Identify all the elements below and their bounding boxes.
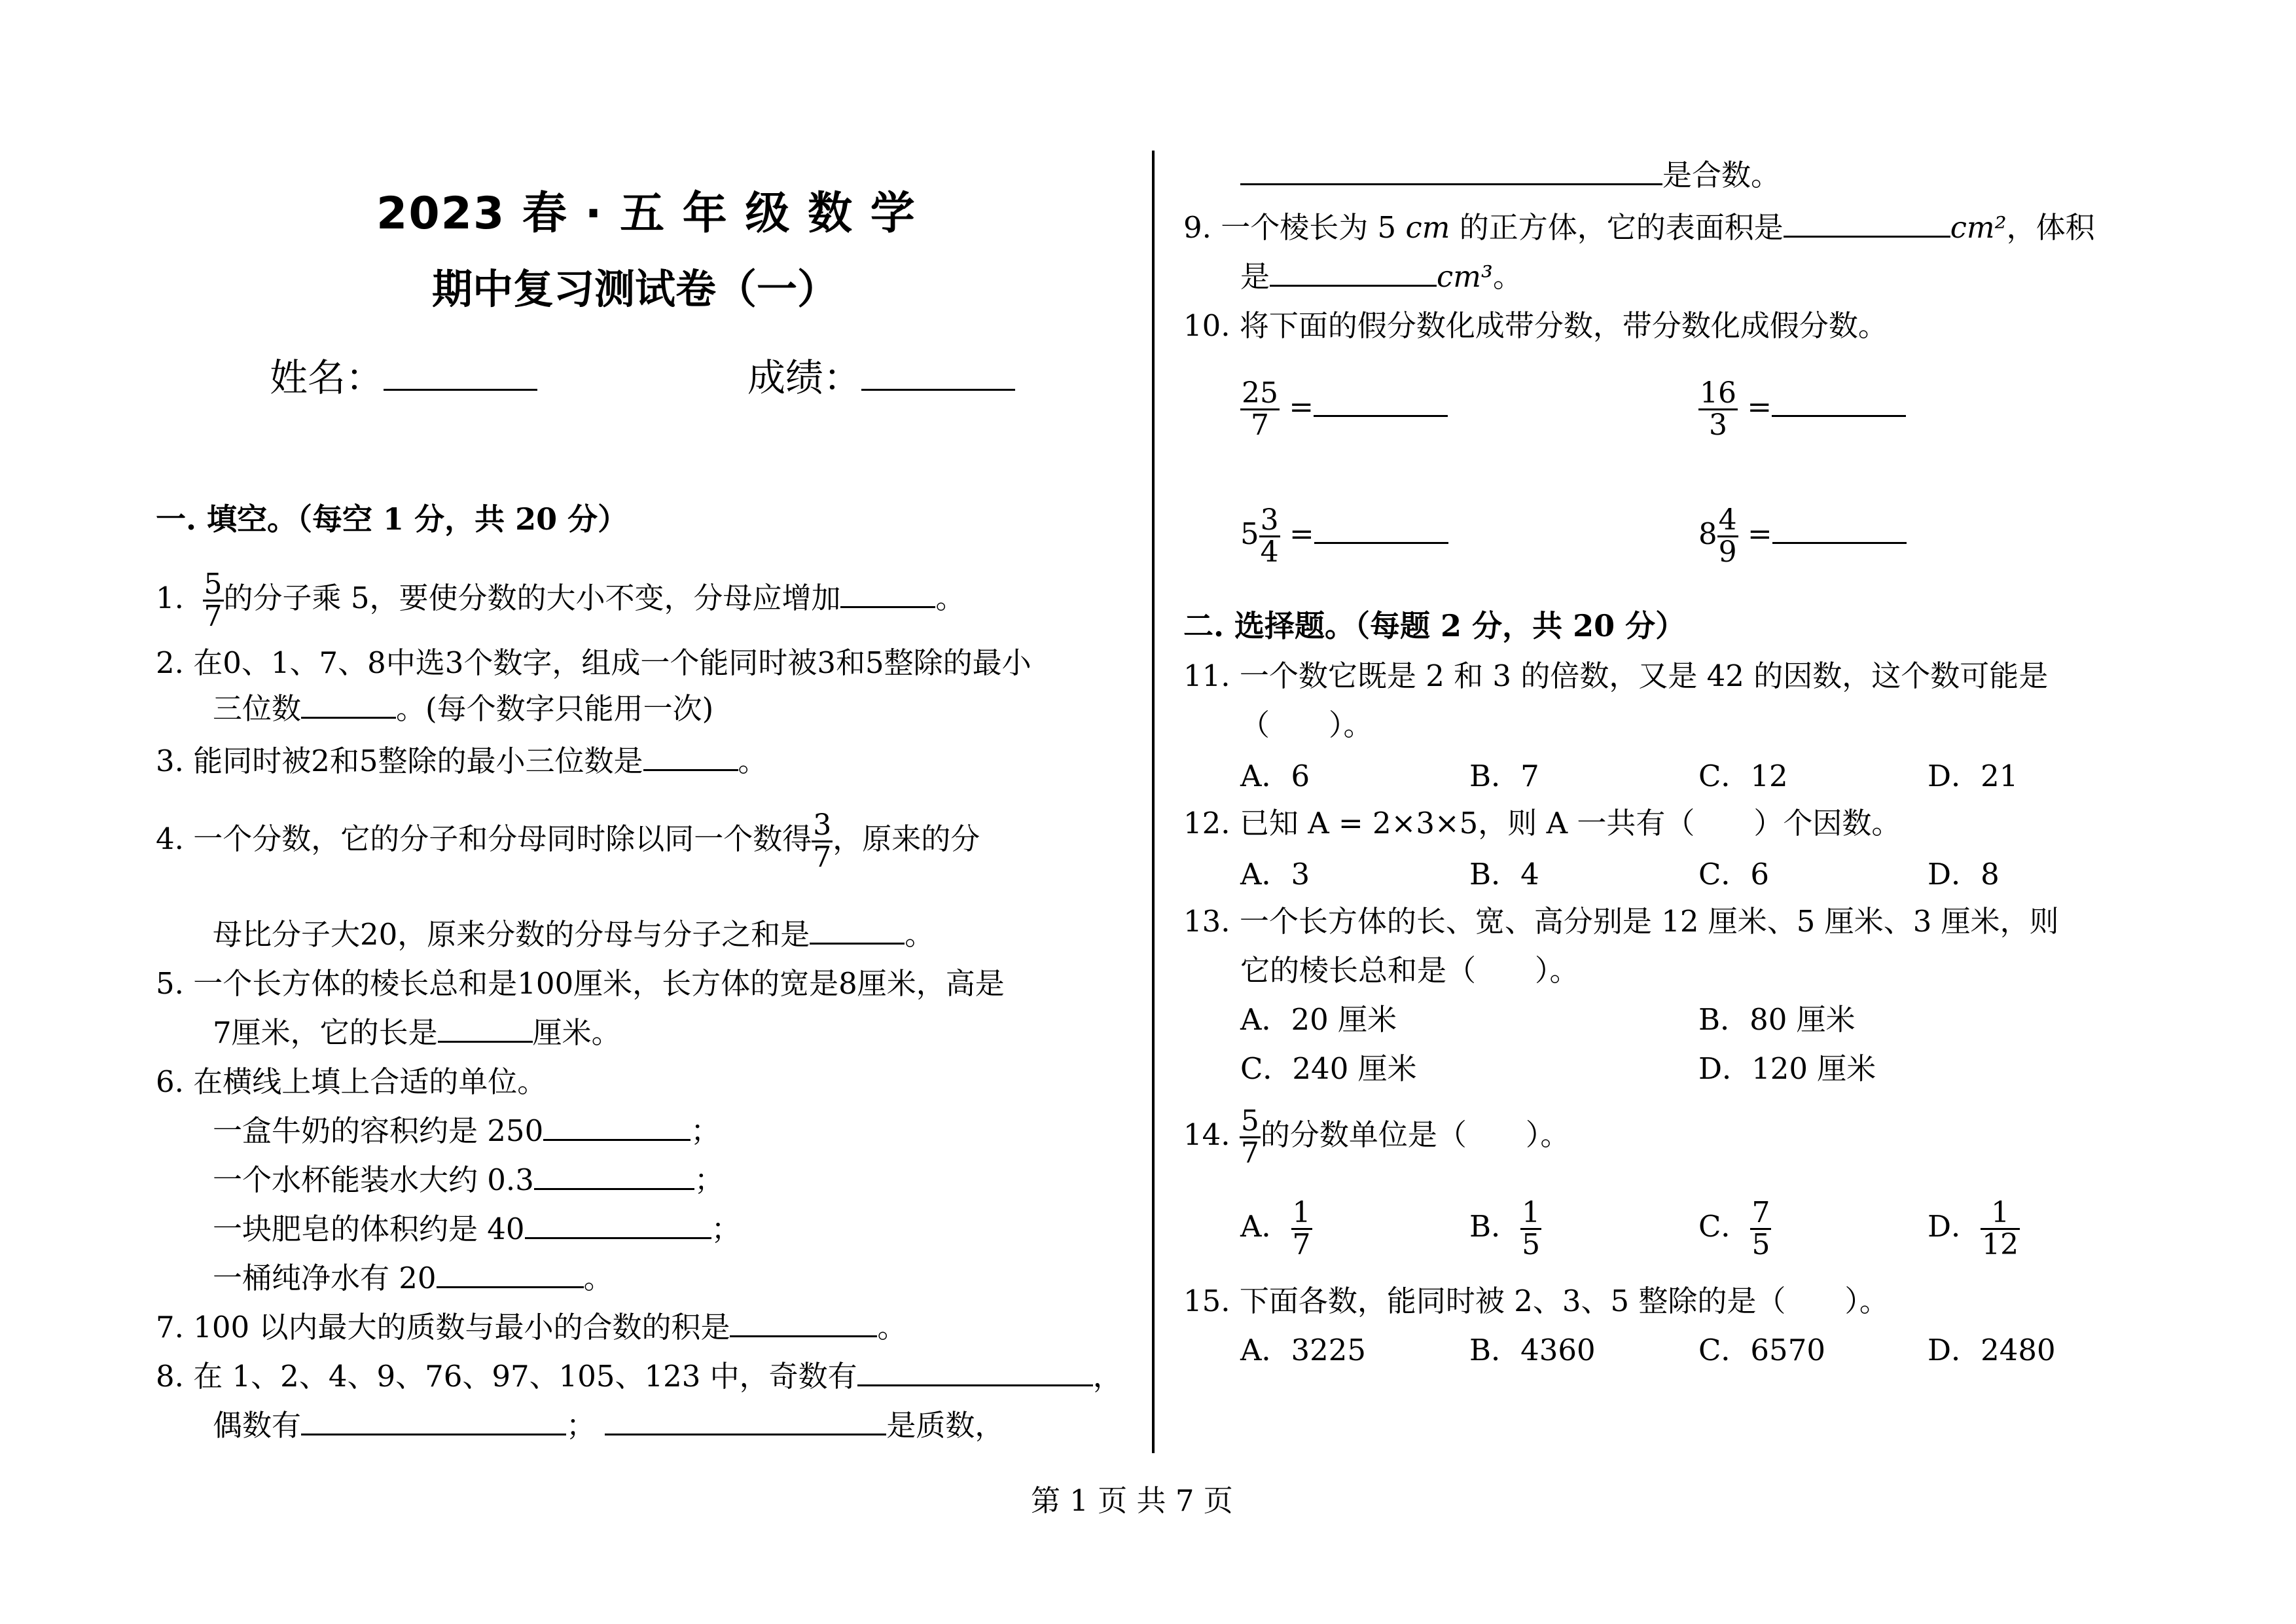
q4-blank[interactable] (810, 918, 905, 945)
q14-option-a[interactable]: A． $\frac{1}{7}$ (1240, 1196, 1311, 1261)
q10-blank-1[interactable] (1314, 390, 1448, 417)
q12-option-a[interactable]: A．3 (1240, 857, 1310, 892)
question-13: 13. 一个长方体的长、宽、高分别是 12 厘米、5 厘米、3 厘米，则 (1183, 904, 2059, 939)
q12-option-c[interactable]: C．6 (1698, 857, 1770, 892)
question-6: 6. 在横线上填上合适的单位。 (156, 1064, 547, 1099)
question-15: 15. 下面各数，能同时被 2、3、5 整除的是（ ）。 (1183, 1284, 1889, 1318)
page-number: 第 1 页 共 7 页 (1031, 1483, 1233, 1518)
q1-text: 的分子乘 5，要使分数的大小不变，分母应增加 (223, 581, 841, 615)
q6-item-2: 一个水杯能装水大约 0.3 ； (213, 1163, 724, 1197)
q10-blank-2[interactable] (1772, 390, 1906, 417)
q5-blank[interactable] (438, 1016, 533, 1043)
q6-blank-1[interactable] (543, 1114, 691, 1141)
question-5: 5. 一个长方体的棱长总和是100厘米，长方体的宽是8厘米，高是 (156, 966, 1005, 1001)
score-blank[interactable] (861, 363, 1015, 391)
question-10: 10. 将下面的假分数化成带分数，带分数化成假分数。 (1183, 308, 1888, 343)
q13-option-a[interactable]: A．20 厘米 (1240, 1002, 1397, 1037)
score-label: 成绩： (747, 355, 862, 400)
name-blank[interactable] (384, 363, 537, 391)
question-14: 14. $\frac{5}{7}$ 的分数单位是（ ）。 (1183, 1104, 1570, 1170)
q15-option-d[interactable]: D．2480 (1928, 1333, 2056, 1367)
q6-item-1: 一盒牛奶的容积约是 250 ； (213, 1113, 721, 1148)
q3-blank[interactable] (643, 744, 738, 771)
q1-fraction: $\frac{5}{7}$ (204, 568, 223, 633)
question-2-line2: 三位数 。(每个数字只能用一次) (213, 691, 714, 726)
q7-blank[interactable] (730, 1310, 877, 1337)
page-title: 2023 春 · 五 年 级 数 学 (376, 188, 916, 240)
question-8-line2: 偶数有 ； 是质数， (213, 1408, 1005, 1443)
q12-option-d[interactable]: D．8 (1928, 857, 2000, 892)
q14-fraction: $\frac{5}{7}$ (1240, 1104, 1259, 1170)
q11-option-d[interactable]: D．21 (1928, 759, 2018, 793)
question-3: 3. 能同时被2和5整除的最小三位数是 。 (156, 744, 768, 778)
question-9-line2: 是 cm³。 (1240, 259, 1522, 294)
question-8: 8. 在 1、2、4、9、76、97、105、123 中，奇数有 ， (156, 1359, 1122, 1394)
q9-area-blank[interactable] (1784, 211, 1950, 238)
q9-volume-blank[interactable] (1270, 260, 1437, 287)
q13-option-d[interactable]: D．120 厘米 (1698, 1051, 1876, 1086)
q2-blank[interactable] (301, 692, 396, 719)
q13-option-b[interactable]: B．80 厘米 (1698, 1002, 1856, 1037)
q6-blank-2[interactable] (534, 1163, 694, 1190)
question-4-line2: 母比分子大20，原来分数的分母与分子之和是 。 (213, 917, 935, 952)
question-11: 11. 一个数它既是 2 和 3 的倍数，又是 42 的因数，这个数可能是 (1183, 659, 2049, 693)
q1-number: 1. (156, 581, 184, 615)
question-8-line3: 是合数。 (1240, 157, 1780, 194)
q6-blank-3[interactable] (525, 1212, 711, 1239)
q14-option-d[interactable]: D． $\frac{1}{12}$ (1928, 1196, 2019, 1261)
name-field[interactable] (270, 347, 537, 402)
q11-option-b[interactable]: B．7 (1469, 759, 1539, 793)
page-subtitle: 期中复习测试卷（一） (432, 265, 838, 313)
q6-item-3: 一块肥皂的体积约是 40 ； (213, 1212, 741, 1246)
question-7: 7. 100 以内最大的质数与最小的合数的积是 。 (156, 1310, 907, 1344)
q15-option-a[interactable]: A．3225 (1240, 1333, 1367, 1367)
question-13-line2: 它的棱长总和是（ ）。 (1240, 953, 1579, 988)
question-2: 2. 在0、1、7、8中选3个数字，组成一个能同时被3和5整除的最小 (156, 645, 1031, 680)
score-field[interactable] (747, 347, 1015, 402)
question-1: 1. $\frac{5}{7}$ 的分子乘 5，要使分数的大小不变，分母应增加 。 (156, 568, 965, 633)
q10-item-3: 5 $\frac{3}{4}$ = (1240, 505, 1448, 568)
q6-blank-4[interactable] (437, 1261, 584, 1288)
section-2-title: 二. 选择题。（每题 2 分，共 20 分） (1183, 608, 1686, 643)
q11-option-a[interactable]: A．6 (1240, 759, 1310, 793)
q4-fraction: $\frac{3}{7}$ (813, 808, 832, 874)
q14-option-b[interactable]: B． $\frac{1}{5}$ (1469, 1196, 1541, 1261)
question-11-line2: （ ）。 (1240, 708, 1373, 742)
q10-blank-3[interactable] (1314, 517, 1448, 544)
q8-composite-blank[interactable] (1240, 158, 1662, 185)
q10-item-2: $\frac{16}{3}$ = (1698, 378, 1906, 441)
q1-blank[interactable] (840, 581, 935, 608)
q10-blank-4[interactable] (1772, 517, 1907, 544)
question-4: 4. 一个分数，它的分子和分母同时除以同一个数得 $\frac{3}{7}$ ，原来的分 (156, 808, 980, 874)
q10-item-1: $\frac{25}{7}$ = (1240, 378, 1448, 441)
q15-option-b[interactable]: B．4360 (1469, 1333, 1596, 1367)
section-1-title: 一. 填空。（每空 1 分，共 20 分） (156, 501, 628, 537)
question-12: 12. 已知 A = 2×3×5，则 A 一共有（ ）个因数。 (1183, 806, 1901, 840)
column-divider (1152, 151, 1155, 1453)
q6-item-4: 一桶纯净水有 20 。 (213, 1261, 613, 1295)
q10-item-4: 8 $\frac{4}{9}$ = (1698, 505, 1907, 568)
question-5-line2: 7厘米，它的长是 厘米。 (213, 1015, 621, 1050)
q13-option-c[interactable]: C．240 厘米 (1240, 1051, 1417, 1086)
q2-text: 在0、1、7、8中选3个数字，组成一个能同时被3和5整除的最小 (193, 645, 1031, 680)
q8-odd-blank[interactable] (857, 1360, 1093, 1386)
q12-option-b[interactable]: B．4 (1469, 857, 1539, 892)
q11-option-c[interactable]: C．12 (1698, 759, 1788, 793)
q8-even-blank[interactable] (301, 1409, 566, 1435)
q15-option-c[interactable]: C．6570 (1698, 1333, 1825, 1367)
q14-option-c[interactable]: C． $\frac{7}{5}$ (1698, 1196, 1770, 1261)
q8-prime-blank[interactable] (605, 1409, 886, 1435)
question-9: 9. 一个棱长为 5 cm 的正方体，它的表面积是 cm²，体积 (1183, 210, 2095, 245)
name-label: 姓名： (270, 355, 384, 400)
